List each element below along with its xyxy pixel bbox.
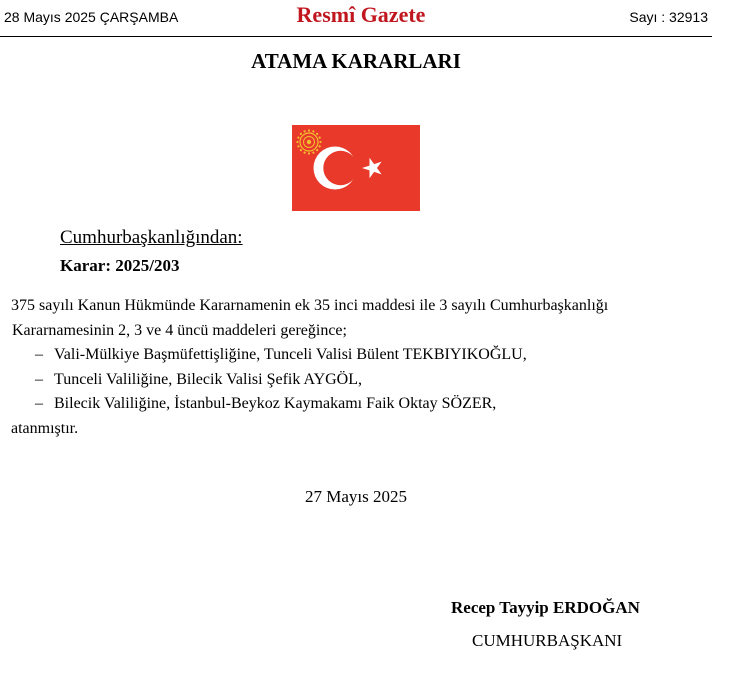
seal-dot xyxy=(304,130,306,132)
publication-date: 28 Mayıs 2025 ÇARŞAMBA xyxy=(4,9,179,25)
seal-dot xyxy=(296,141,298,143)
list-dash: – xyxy=(35,370,43,388)
gazette-header xyxy=(0,0,712,37)
issuing-authority: Cumhurbaşkanlığından: xyxy=(60,227,243,248)
signer-name: Recep Tayyip ERDOĞAN xyxy=(451,598,640,617)
section-title: ATAMA KARARLARI xyxy=(251,49,461,73)
intro-line: Kararnamesinin 2, 3 ve 4 üncü maddeleri gereğince; xyxy=(12,321,347,339)
issue-number: Sayı : 32913 xyxy=(629,9,708,25)
crescent-inner xyxy=(323,151,357,185)
appointment-item xyxy=(11,392,711,417)
presidential-seal-icon xyxy=(296,129,321,154)
seal-dot xyxy=(300,133,302,135)
appointment-item xyxy=(11,368,711,393)
closing-line: atanmıştır. xyxy=(11,419,79,437)
intro-line: 375 sayılı Kanun Hükmünde Kararnamenin ek 35 inci maddesi ile 3 sayılı Cumhurbaşkanlığı xyxy=(11,297,609,314)
list-dash: – xyxy=(35,395,43,412)
seal-dot xyxy=(308,152,310,154)
appointment-text: Tunceli Valiliğine, Bilecik Valisi Şefik AYGÖL, xyxy=(54,370,363,388)
seal-dot xyxy=(312,130,314,132)
turkish-flag-icon xyxy=(292,125,420,211)
seal-dot xyxy=(319,141,321,143)
appointment-item xyxy=(11,343,711,368)
seal-dot xyxy=(308,129,310,131)
signer-title: CUMHURBAŞKANI xyxy=(472,631,623,650)
seal-dot xyxy=(319,145,321,147)
seal-dot xyxy=(316,149,318,151)
seal-dot xyxy=(297,145,299,147)
seal-dot xyxy=(316,133,318,135)
seal-dot xyxy=(297,137,299,139)
appointment-text: Bilecik Valiliğine, İstanbul-Beykoz Kaymakamı Faik Oktay SÖZER, xyxy=(54,395,497,412)
decision-body xyxy=(11,294,711,441)
seal-dot xyxy=(300,149,302,151)
seal-dot xyxy=(319,137,321,139)
appointment-text: Vali-Mülkiye Başmüfettişliğine, Tunceli Valisi Bülent TEKBIYIKOĞLU, xyxy=(54,346,527,363)
gazette-title: Resmî Gazete xyxy=(296,2,426,27)
seal-dot xyxy=(304,152,306,154)
list-dash: – xyxy=(35,346,43,363)
decision-date: 27 Mayıs 2025 xyxy=(305,487,407,506)
seal-dot xyxy=(312,152,314,154)
decision-number: Karar: 2025/203 xyxy=(60,256,180,275)
